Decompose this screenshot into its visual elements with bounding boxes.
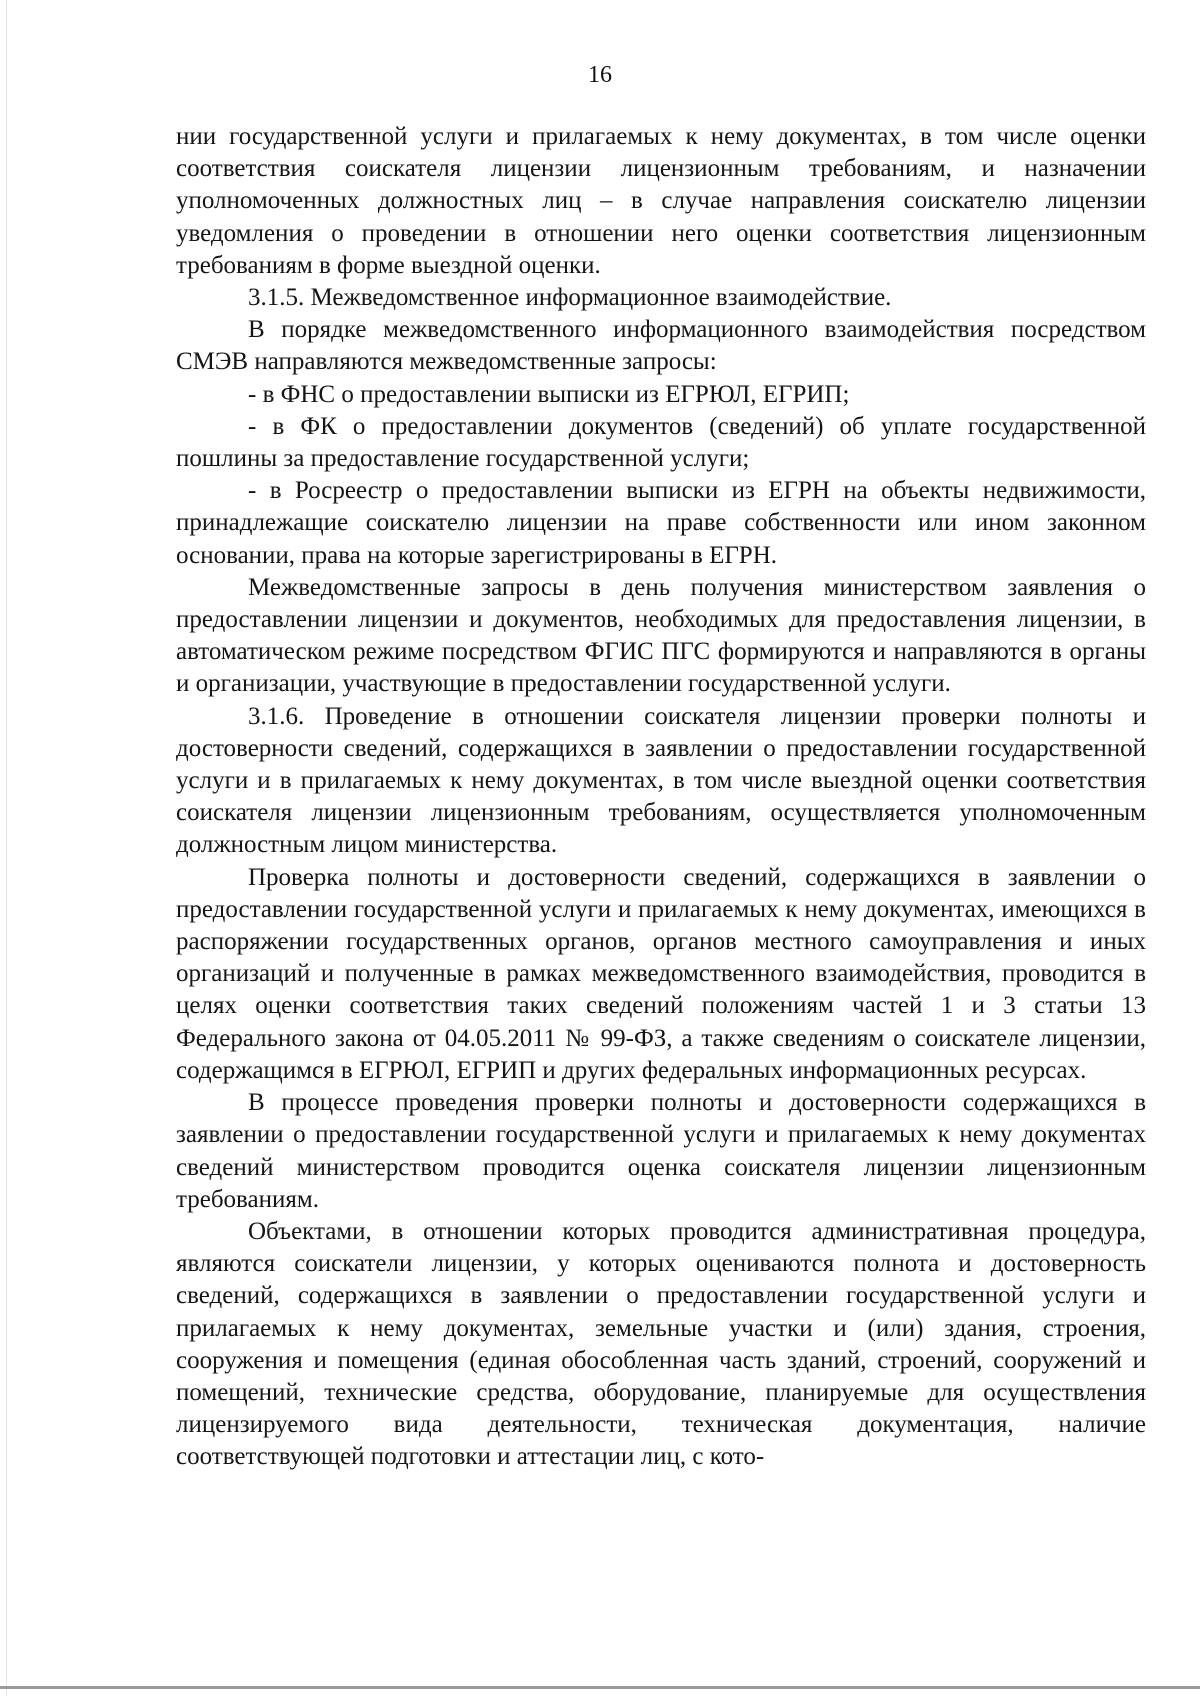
- paragraph-continuation: нии государственной услуги и прилагаемых к нему документах, в том числе оценки соответствия соискателя лицензии лицензионным требованиям, и назначении уполномоченных должностных лиц – в случае направления соискателю лицензии уведомления о проведении в отношении него оценки соответствия лицензионным требованиям в форме выездной оценки.: [176, 123, 1146, 279]
- paragraph: Проверка полноты и достоверности сведений, содержащихся в заявлении о предоставлении государственной услуги и прилагаемых к нему документах, имеющихся в распоряжении государственных органов, органов местного самоуправления и иных организаций и полученные в рамках межведомственного взаимодействия, проводится в целях оценки соответствия таких сведений положениям частей 1 и 3 статьи 13 Федерального закона от 04.05.2011 № 99-ФЗ, а также сведениям о соискателе лицензии, содержащимся в ЕГРЮЛ, ЕГРИП и других федеральных информационных ресурсах.: [176, 863, 1146, 1084]
- paragraph: В процессе проведения проверки полноты и достоверности содержащихся в заявлении о предоставлении государственной услуги и прилагаемых к нему документах сведений министерством проводится оценка соискателя лицензии лицензионным требованиям.: [176, 1089, 1146, 1213]
- scan-edge: [6, 0, 7, 1696]
- list-item: - в ФК о предоставлении документов (сведений) об уплате государственной пошлины за предоставление государственной услуги;: [176, 412, 1146, 473]
- paragraph: Межведомственные запросы в день получения министерством заявления о предоставлении лицензии и документов, необходимых для предоставления лицензии, в автоматическом режиме посредством ФГИС ПГС формируются и направляются в органы и организации, участвующие в предоставлении государственной услуги.: [176, 573, 1146, 698]
- section-heading-3-1-6: 3.1.6. Проведение в отношении соискателя лицензии проверки полноты и достоверности сведений, содержащихся в заявлении о предоставлении государственной услуги и в прилагаемых к нему документах, в том числе выездной оценки соответствия соискателя лицензии лицензионным требованиям, осуществляется уполномоченным должностным лицом министерства.: [176, 702, 1146, 859]
- list-item: - в ФНС о предоставлении выписки из ЕГРЮЛ, ЕГРИП;: [248, 380, 850, 408]
- paragraph: В порядке межведомственного информационного взаимодействия посредством СМЭВ направляются межведомственные запросы:: [176, 316, 1146, 376]
- document-body: [176, 121, 1146, 1474]
- page-number: 16: [588, 62, 612, 88]
- scan-bottom-edge: [0, 1686, 1200, 1689]
- list-item: - в Росреестр о предоставлении выписки из ЕГРН на объекты недвижимости, принадлежащие соискателю лицензии на праве собственности или ином законном основании, права на которые зарегистрированы в ЕГРН.: [176, 477, 1146, 569]
- paragraph: Объектами, в отношении которых проводится административная процедура, являются соискатели лицензии, у которых оцениваются полнота и достоверность сведений, содержащихся в заявлении о предоставлении государственной услуги и прилагаемых к нему документах, земельные участки и (или) здания, строения, сооружения и помещения (единая обособленная часть зданий, строений, сооружений и помещений, технические средства, оборудование, планируемые для осуществления лицензируемого вида деятельности, техническая документация, наличие соответствующей подготовки и аттестации лиц, с кото-: [176, 1217, 1146, 1471]
- section-heading-3-1-5: 3.1.5. Межведомственное информационное взаимодействие.: [248, 284, 892, 312]
